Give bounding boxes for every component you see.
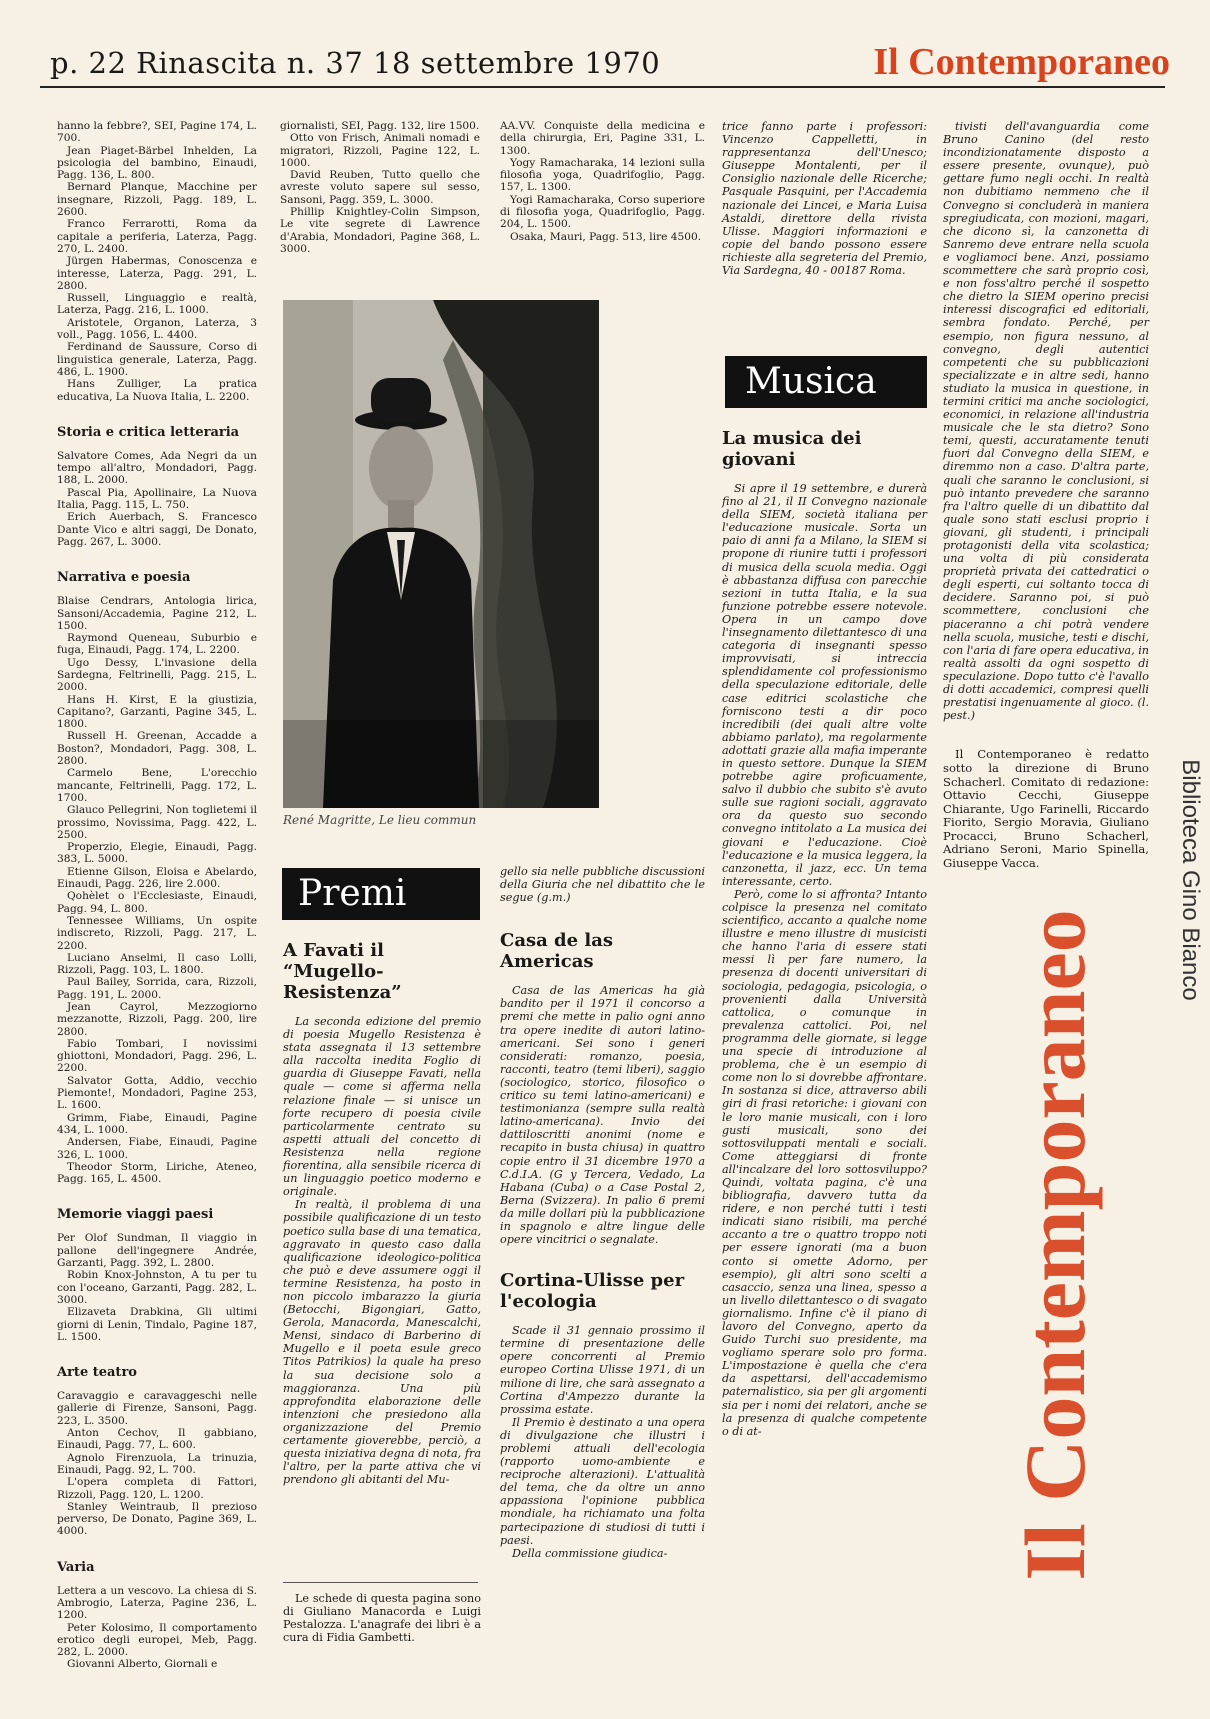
book-entry: Russell H. Greenan, Accadde a Boston?, Mondadori, Pagg. 308, L. 2800.: [57, 730, 257, 768]
section-title-varia: Varia: [57, 1559, 95, 1575]
article-paragraph: Però, come lo si affronta? Intanto colpisce la presenza nel comitato scientifico, accanto a qualche nome illustre e meno illustre di musicisti che hanno l'aria di essere stati messi lì per fare numero, la presenza di docenti universitari di sociologia, pedagogia, psicologia, o provenienti dalla Università cattolica, o comunque in prevalenza cattolici. Poi, nel programma delle giornate, si legge una specie di introduzione al problema, che è un esempio di come non lo si dovrebbe affrontare. In sostanza si dice, attraverso abili giri di frasi retoriche: i giovani con le loro manie musicali, con i loro gusti musicali, sono dei sottosviluppati mentali e sociali. Come atteggiarsi di fronte all'incalzare del loro sottosviluppo? Quindi, voltata pagina, c'è una bibliografia, davvero tutta da ridere, e non perché tutti i testi indicati siano risibili, ma perché accanto a tre o quattro troppo noti per essere ignorati (ma a buon conto si omette Adorno, per esempio), gli altri sono scelti a casaccio, senza una linea, spesso a un livello dilettantesco o di svagato giornalismo. Infine c'è il piano di lavoro del Convegno, aperto da Guido Turchi suo presidente, ma vogliamo sperare solo pro forma. L'impostazione è quella che c'era da aspettarsi, dell'accademismo paternalistico, sia per gli argomenti sia per i nomi dei relatori, anche se la presenza di qualche competente o di at-: [722, 887, 927, 1438]
book-entry: Carmelo Bene, L'orecchio mancante, Feltrinelli, Pagg. 172, L. 1700.: [57, 767, 257, 804]
book-entry: Blaise Cendrars, Antologia lirica, Sansoni/Accademia, Pagine 212, L. 1500.: [57, 595, 257, 632]
book-entry: Salvator Gotta, Addio, vecchio Piemonte!, Mondadori, Pagine 253, L. 1600.: [57, 1074, 257, 1112]
col4-top: [722, 120, 927, 277]
book-entry: Robin Knox-Johnston, A tu per tu con l'oceano, Garzanti, Pagg. 282, L. 3000.: [57, 1269, 257, 1306]
book-entry: Aristotele, Organon, Laterza, 3 voll., Pagg. 1056, L. 4400.: [57, 316, 257, 342]
book-entry: L'opera completa di Fattori, Rizzoli, Pagg. 120, L. 1200.: [57, 1476, 257, 1501]
book-entry: Ferdinand de Saussure, Corso di linguistica generale, Laterza, Pagg. 486, L. 1900.: [57, 341, 257, 378]
musica-body: [722, 482, 927, 1438]
cortina-body: [500, 1324, 705, 1560]
article-paragraph: Si apre il 19 settembre, e durerà fino al 21, il II Convegno nazionale della SIEM, società italiana per l'educazione musicale. Sorta un paio di anni fa a Milano, la SIEM si propone di riunire tutti i professori di musica della scuola media. Oggi è abbastanza diffusa con parecchie sezioni in tutta Italia, e la sua funzione potrebbe essere notevole. Opera in un campo dove l'insegnamento dilettantesco di una categoria di insegnanti spesso improvvisati, si intreccia splendidamente col professionismo della speculazione editoriale, delle case editrici scolastiche che forniscono testi a dir poco incredibili (dei quali altre volte abbiamo parlato), ma regolarmente adottati grazie alla mafia imperante in questo settore. Dunque la SIEM potrebbe agire proficuamente, salvo il dubbio che subito s'è avuto sulle sue ragioni sociali, aggravato ora da questo suo secondo convegno intitolato a La musica dei giovani e l'educazione. Cioè l'educazione e la musica leggera, la canzonetta, il jazz, ecc. Un tema interessante, certo.: [722, 482, 927, 888]
americas-text: Casa de las Americas ha già bandito per il 1971 il concorso a premi che mette in palio ogni anno tra opere inedite di autori latino-americani. Sei sono i generi considerati: romanzo, poesia, racconti, teatro (temi liberi), saggio (sociologico, storico, filosofico o critico su temi latino-americani) e testimonianza (sempre sulla realtà latino-americana). Invio dei dattiloscritti anonimi (nome e recapito in busta chiusa) in quattro copie entro il 31 dicembre 1970 a C.d.I.A. (G y Tercera, Vedado, La Habana (Cuba) o a Case Postal 2, Berna (Svizzera). In palio 6 premi da mille dollari più la pubblicazione in spagnolo e altre lingue delle opere vincitrici o segnalate.: [500, 984, 705, 1247]
cortina-continuation: trice fanno parte i professori: Vincenzo Cappelletti, in rappresentanza dell'Unesco; Giuseppe Montalenti, per il Consiglio nazionale delle Ricerche; Pasquale Pasquini, per l'Accademia nazionale dei Lincei, e Maria Luisa Astaldi, direttore della rivista Ulisse. Maggiori informazioni e copie del bando possono essere richieste alla segreteria del Premio, Via Sardegna, 40 - 00187 Roma.: [722, 120, 927, 278]
book-entry: Paul Bailey, Sorrida, cara, Rizzoli, Pagg. 191, L. 2000.: [57, 976, 257, 1001]
book-entry: Anton Cechov, Il gabbiano, Einaudi, Pagg. 77, L. 600.: [57, 1427, 257, 1452]
article-paragraph: tivisti dell'avanguardia come Bruno Canino (del resto incondizionatamente disposto a essere presente, ovunque), può gettare fumo negli occhi. In realtà non dubitiamo nemmeno che il Convegno si concluderà in maniera spregiudicata, con mozioni, magari, che dicono sì, la canzonetta di Sanremo deve entrare nella scuola e vogliamoci bene. Anzi, possiamo scommettere che sarà proprio così, e non foss'altro perché il sospetto che dietro la SIEM operino precisi interessi discografici ed editoriali, sembra fondato. Perché, per esempio, non figura nessuno, al convegno, degli autentici competenti che su pubblicazioni specializzate e in altre sedi, hanno studiato la musica in questione, in termini critici ma anche sociologici, economici, in relazione all'industria musicale che le sta dietro? Sono temi, questi, accuratamente tenuti fuori dal Convegno della SIEM, e diremmo non a caso. D'altra parte, quali che saranno le conclusioni, si può intanto prevedere che saranno fra l'altro quelle di un dibattito dal quale sono stati esclusi proprio i giovani, gli studenti, i principali protagonisti della vita scolastica; una volta di più considerata proprietà privata dei cattedratici o degli esperti, cui soltanto tocca di decidere. Saranno poi, si può scommettere, conclusioni che piaceranno a chi potrà vendere nella scuola, musiche, testi e dischi, con l'aria di fare opera educativa, in realtà assolti da ogni sospetto di speculazione. Dopo tutto c'è l'avallo di dotti accademici, compresi quelli prestatisi ingenuamente al gioco. (l. pest.): [943, 120, 1149, 723]
book-entry: Pascal Pia, Apollinaire, La Nuova Italia, Pagg. 115, L. 750.: [57, 486, 257, 512]
article-paragraph: Della commissione giudica-: [512, 1546, 668, 1560]
musica-title: La musica dei giovani: [722, 428, 862, 470]
section-title-narrativa: Narrativa e poesia: [57, 570, 191, 586]
vertical-brand-text: Il Contemporaneo: [1007, 909, 1103, 1581]
intro-list: [57, 120, 257, 403]
article-paragraph: Il Premio è destinato a una opera di divulgazione che illustri i problemi attuali dell'ecologia (rapporto uomo-ambiente e reciproche alterazioni). L'attualità del tema, che da oltre un anno appassiona l'opinione pubblica mondiale, ha richiamato una folta partecipazione di studiosi di tutti i paesi.: [500, 1415, 705, 1547]
article-paragraph: La seconda edizione del premio di poesia Mugello Resistenza è stata assegnata il 13 settembre alla raccolta inedita Foglio di guardia di Giuseppe Favati, nella quale — come si afferma nella relazione finale — si unisce un forte recupero di poesia civile particolarmente centrato su aspetti attuali del concetto di Resistenza nella regione fiorentina, alla sensibile ricerca di un linguaggio poetico moderno e originale.: [283, 1015, 481, 1199]
masthead: [40, 40, 1170, 85]
book-entry: Qohèlet o l'Ecclesiaste, Einaudi, Pagg. 94, L. 800.: [57, 890, 257, 915]
premi-banner: Premi: [282, 868, 480, 920]
book-entry: hanno la febbre?, SEI, Pagine 174, L. 700.: [57, 120, 257, 145]
book-entry: Osaka, Mauri, Pagg. 513, lire 4500.: [510, 230, 702, 243]
col5-article: [943, 120, 1149, 871]
library-stamp: [1170, 700, 1210, 1060]
storia-list: [57, 450, 257, 548]
varia-list: [57, 1585, 257, 1671]
book-entry: Jean Piaget-Bärbel Inhelden, La psicologia del bambino, Einaudi, Pagg. 136, L. 800.: [57, 144, 257, 182]
page-credits: Le schede di questa pagina sono di Giuliano Manacorda e Luigi Pestalozza. L'anagrafe dei libri è a cura di Fidia Gambetti.: [283, 1592, 481, 1645]
book-entry: Jean Cayrol, Mezzogiorno mezzanotte, Rizzoli, Pagg. 200, lire 2800.: [57, 1001, 257, 1038]
issue-line: p. 22 Rinascita n. 37 18 settembre 1970: [50, 46, 661, 80]
book-entry: Hans Zulliger, La pratica educativa, La Nuova Italia, L. 2200.: [57, 378, 257, 403]
book-entry: Agnolo Firenzuola, La trinuzia, Einaudi, Pagg. 92, L. 700.: [57, 1451, 257, 1476]
library-stamp-text: Biblioteca Gino Bianco: [1177, 759, 1204, 1001]
book-entry: Glauco Pellegrini, Non toglietemi il prossimo, Novissima, Pagg. 422, L. 2500.: [57, 804, 257, 841]
cortina-title: Cortina-Ulisse per l'ecologia: [500, 1270, 685, 1313]
credits-note: [283, 1592, 481, 1644]
book-entry: Giovanni Alberto, Giornali e: [67, 1658, 218, 1671]
book-entry: Salvatore Comes, Ada Negri da un tempo all'altro, Mondadori, Pagg. 188, L. 2000.: [57, 449, 257, 487]
book-entry: Andersen, Fiabe, Einaudi, Pagine 326, L. 1000.: [57, 1136, 257, 1161]
book-entry: Theodor Storm, Liriche, Ateneo, Pagg. 165, L. 4500.: [57, 1160, 257, 1186]
editorial-credits: Il Contemporaneo è redatto sotto la direzione di Bruno Schacherl. Comitato di redazione: Ottavio Cecchi, Giuseppe Chiarante, Ugo Farinelli, Riccardo Fiorito, Sergio Moravia, Giuliano Procacci, Bruno Schacherl, Adriano Seroni, Mario Spinella, Giuseppe Vacca.: [943, 747, 1149, 871]
vertical-brand: [1005, 865, 1105, 1625]
book-entry: Ugo Dessy, L'invasione della Sardegna, Feltrinelli, Pagg. 215, L. 2000.: [57, 656, 257, 694]
book-entry: Bernard Planque, Macchine per insegnare, Rizzoli, Pagg. 189, L. 2600.: [57, 181, 257, 219]
book-entry: Properzio, Elegie, Einaudi, Pagg. 383, L. 5000.: [57, 841, 257, 866]
americas-title: Casa de las Americas: [500, 930, 613, 973]
book-entry: Stanley Weintraub, Il prezioso perverso, De Donato, Pagine 369, L. 4000.: [57, 1500, 257, 1538]
book-entry: Franco Ferrarotti, Roma da capitale a periferia, Laterza, Pagg. 270, L. 2400.: [57, 218, 257, 255]
masthead-brand: Il Contemporaneo: [873, 41, 1170, 83]
photo-caption: René Magritte, Le lieu commun: [283, 813, 477, 827]
book-entry: Luciano Anselmi, Il caso Lolli, Rizzoli, Pagg. 103, L. 1800.: [57, 951, 257, 977]
footnote-rule: [283, 1582, 478, 1583]
narrativa-list: [57, 595, 257, 1185]
col3-articles: [500, 865, 705, 1560]
premi-title: A Favati il “Mugello-Resistenza”: [283, 940, 402, 1003]
book-entry: Raymond Queneau, Suburbio e fuga, Einaudi, Pagg. 174, L. 2200.: [57, 632, 257, 657]
book-entry: Per Olof Sundman, Il viaggio in pallone dell'ingegnere Andrée, Garzanti, Pagg. 392, L. 2800.: [57, 1232, 257, 1270]
book-entry: Grimm, Fiabe, Einaudi, Pagine 434, L. 1000.: [57, 1111, 257, 1136]
book-entry: Yogy Ramacharaka, 14 lezioni sulla filosofia yoga, Quadrifoglio, Pagg. 157, L. 1300.: [500, 156, 705, 194]
masthead-rule: [40, 86, 1165, 88]
book-entry: Russell, Linguaggio e realtà, Laterza, Pagg. 216, L. 1000.: [57, 292, 257, 317]
section-title-memorie: Memorie viaggi paesi: [57, 1207, 214, 1223]
book-entry: Peter Kolosimo, Il comportamento erotico degli europei, Meb, Pagg. 282, L. 2000.: [57, 1621, 257, 1659]
section-title-arte: Arte teatro: [57, 1365, 137, 1381]
book-entry: Erich Auerbach, S. Francesco Dante Vico e altri saggi, De Donato, Pagg. 267, L. 3000.: [57, 511, 257, 548]
book-entry: Lettera a un vescovo. La chiesa di S. Ambrogio, Laterza, Pagine 236, L. 1200.: [57, 1584, 257, 1622]
magritte-image: [283, 300, 599, 808]
book-entry: Hans H. Kirst, E la giustizia, Capitano?, Garzanti, Pagine 345, L. 1800.: [57, 693, 257, 731]
memorie-list: [57, 1232, 257, 1343]
book-entry: Otto von Frisch, Animali nomadi e migratori, Rizzoli, Pagine 122, L. 1000.: [280, 132, 480, 169]
section-title-storia: Storia e critica letteraria: [57, 424, 240, 440]
book-entry: Phillip Knightley-Colin Simpson, Le vite segrete di Lawrence d'Arabia, Mondadori, Pagine 368, L. 3000.: [280, 206, 480, 255]
premi-body: [283, 1015, 481, 1486]
book-entry: giornalisti, SEI, Pagg. 132, lire 1500.: [280, 120, 480, 132]
book-list-column-2: [280, 120, 480, 255]
article-paragraph: Scade il 31 gennaio prossimo il termine di presentazione delle opere concorrenti al Premio europeo Cortina Ulisse 1971, di un milione di lire, che sarà assegnato a Cortina d'Ampezzo durante la prossima estate.: [500, 1324, 705, 1416]
book-list-column-3: [500, 120, 705, 243]
musica-article: [722, 428, 927, 1438]
premi-article: [283, 940, 481, 1486]
book-entry: AA.VV. Conquiste della medicina e della chirurgia, Eri, Pagine 331, L. 1300.: [500, 120, 705, 157]
book-entry: Fabio Tombari, I novissimi ghiottoni, Mondadori, Pagg. 296, L. 2200.: [57, 1037, 257, 1075]
article-paragraph: In realtà, il problema di una possibile qualificazione di un testo poetico sulla base di una tematica, aggravato in questo caso dalla qualificazione ideologico-politica che può e deve assumere oggi il termine Resistenza, ha posto in non piccolo imbarazzo la giuria (Betocchi, Bigongiari, Gatto, Gerola, Manacorda, Manescalchi, Mensi, sindaco di Barberino di Mugello e il poeta esule greco Titos Patrikios) la quale ha preso la sua decisione solo a maggioranza. Una più approfondita elaborazione delle intenzioni che presiedono alla organizzazione del Premio certamente gioverebbe, perciò, a questa iniziativa degna di nota, fra l'altro, per la parte attiva che vi prendono gli abitanti del Mu-: [283, 1198, 481, 1487]
book-list-column: [57, 120, 257, 1671]
musica-banner: Musica: [725, 356, 927, 408]
arte-list: [57, 1390, 257, 1538]
magritte-photo: [283, 300, 599, 808]
book-entry: David Reuben, Tutto quello che avreste voluto sapere sul sesso, Sansoni, Pagg. 359, L. 3000.: [280, 169, 480, 206]
premi-continuation: gello sia nelle pubbliche discussioni della Giuria che nel dibattito che le segue (g.m.): [500, 865, 705, 905]
musica-continuation: [943, 120, 1149, 722]
book-entry: Caravaggio e caravaggeschi nelle gallerie di Firenze, Sansoni, Pagg. 223, L. 3500.: [57, 1390, 257, 1427]
book-entry: Tennessee Williams, Un ospite indiscreto, Rizzoli, Pagg. 217, L. 2200.: [57, 914, 257, 952]
book-entry: Elizaveta Drabkina, Gli ultimi giorni di Lenin, Tindalo, Pagine 187, L. 1500.: [57, 1306, 257, 1343]
book-entry: Jürgen Habermas, Conoscenza e interesse, Laterza, Pagg. 291, L. 2800.: [57, 255, 257, 292]
book-entry: Etienne Gilson, Eloisa e Abelardo, Einaudi, Pagg. 226, lire 2.000.: [57, 865, 257, 891]
book-entry: Yogi Ramacharaka, Corso superiore di filosofia yoga, Quadrifoglio, Pagg. 204, L. 1500.: [500, 193, 705, 231]
